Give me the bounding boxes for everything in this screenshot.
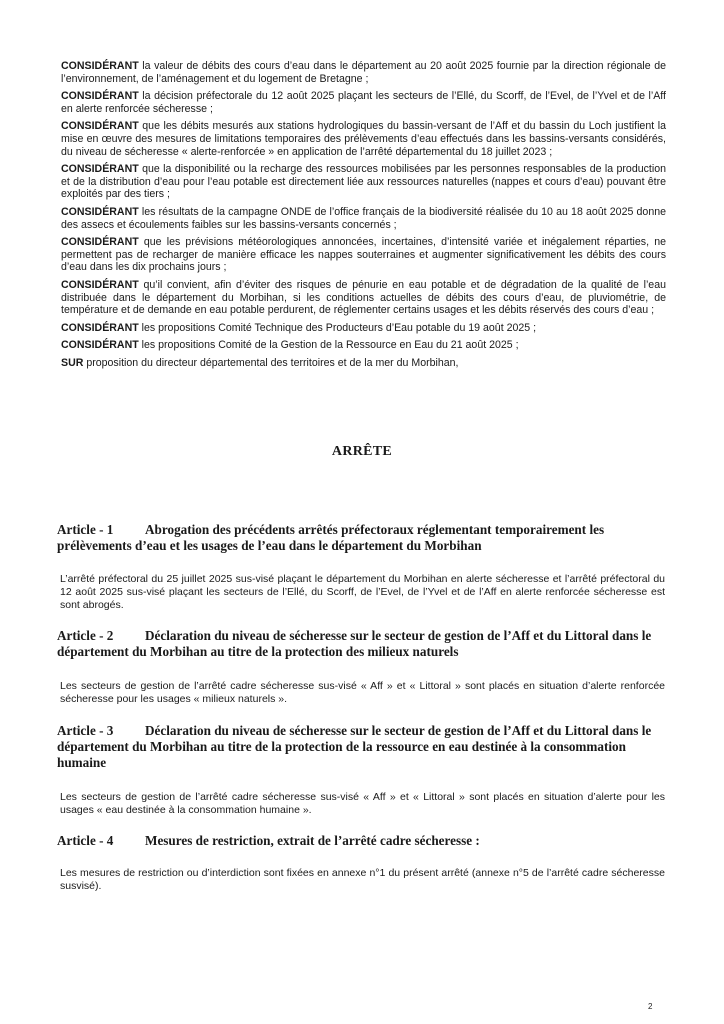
considerant-paragraph <box>61 120 666 158</box>
considerant-paragraph <box>61 163 666 201</box>
article-title: Déclaration du niveau de sécheresse sur le secteur de gestion de l’Aff et du Littoral dans le département du Morbihan au titre de la protection des milieux naturels <box>57 628 652 659</box>
considerants-section <box>61 60 666 374</box>
considerant-text: les propositions Comité Technique des Producteurs d’Eau potable du 19 août 2025 ; <box>138 321 537 334</box>
considerant-keyword: CONSIDÉRANT <box>61 120 139 133</box>
article-body: Les secteurs de gestion de l’arrêté cadre sécheresse sus-visé « Aff » et « Littoral » sont placés en situation d’alerte renforcée sécheresse pour les usages « milieux naturels ». <box>60 680 665 705</box>
considerant-keyword: CONSIDÉRANT <box>61 163 139 176</box>
considerant-text: la valeur de débits des cours d’eau dans le département au 20 août 2025 fournie par la direction régionale de l’environnement, de l’aménagement et du logement de Bretagne ; <box>61 60 666 85</box>
article-1 <box>57 522 665 611</box>
sur-keyword: SUR <box>61 356 84 369</box>
considerant-paragraph <box>61 60 666 85</box>
sur-proposition-text: proposition du directeur départemental des territoires et de la mer du Morbihan, <box>83 356 459 369</box>
considerant-text: que les prévisions météorologiques annoncées, incertaines, d’intensité variée et inégalement réparties, ne permettent pas de recharger de manière efficace les nappes souterraines et augmenter significativement les débits des cours d’eau dans les dix prochains jours ; <box>61 236 666 274</box>
considerant-text: les résultats de la campagne ONDE de l’office français de la biodiversité réalisée du 10 au 18 août 2025 donne des assecs et écoulements faibles sur les bassins-versants concernés ; <box>61 205 666 231</box>
article-3 <box>57 723 665 817</box>
sur-proposition-paragraph <box>61 357 666 370</box>
considerant-keyword: CONSIDÉRANT <box>61 60 139 72</box>
considerant-paragraph <box>61 322 666 335</box>
considerant-paragraph <box>61 339 666 352</box>
article-number: Article - 4 <box>57 833 114 848</box>
considerant-paragraph <box>61 279 666 317</box>
article-title: Déclaration du niveau de sécheresse sur le secteur de gestion de l’Aff et du Littoral dans le département du Morbihan au titre de la protection de la ressource en eau destinée à la consommation humaine <box>57 723 652 770</box>
article-heading <box>57 522 665 554</box>
article-number: Article - 2 <box>57 628 114 643</box>
article-2 <box>57 628 665 706</box>
considerant-text: les propositions Comité de la Gestion de la Ressource en Eau du 21 août 2025 ; <box>138 339 519 352</box>
page-number: 2 <box>648 1002 653 1011</box>
article-body: L’arrêté préfectoral du 25 juillet 2025 sus-visé plaçant le département du Morbihan en alerte sécheresse et l’arrêté préfectoral du 12 août 2025 sus-visé plaçant les secteurs de l’Ellé, du Scorff, de l’Evel, de l’Yvel et de l’Aff en alerte renforcée sécheresse est sont abrogés. <box>60 573 665 611</box>
considerant-text: qu’il convient, afin d’éviter des risques de pénurie en eau potable et de dégradation de la qualité de l’eau distribuée dans le département du Morbihan, si les conditions actuelles de débits des cours d’eau, de pluviométrie, de température et de demande en eau potable perdurent, de réglementer certains usages et les débits réservés des cours d’eau ; <box>61 278 666 317</box>
article-body: Les mesures de restriction ou d’interdiction sont fixées en annexe n°1 du présent arrêté (annexe n°5 de l’arrêté cadre sécheresse susvisé). <box>60 867 665 892</box>
article-number: Article - 3 <box>57 723 114 738</box>
article-heading <box>57 723 665 771</box>
considerant-text: que la disponibilité ou la recharge des ressources mobilisées par les personnes responsables de la production et de la distribution d’eau pour l’eau potable est directement liée aux ressources naturelles (nappes et cours d’eau) pouvant être exploités par des tiers ; <box>61 163 666 201</box>
considerant-keyword: CONSIDÉRANT <box>61 278 139 291</box>
article-number: Article - 1 <box>57 522 114 537</box>
considerant-paragraph <box>61 206 666 231</box>
article-body: Les secteurs de gestion de l’arrêté cadre sécheresse sus-visé « Aff » et « Littoral » sont placés en situation d’alerte pour les usages « eau destinée à la consommation humaine ». <box>60 791 665 816</box>
considerant-keyword: CONSIDÉRANT <box>61 205 139 218</box>
considerant-keyword: CONSIDÉRANT <box>61 339 139 352</box>
considerant-keyword: CONSIDÉRANT <box>61 90 139 103</box>
article-title: Mesures de restriction, extrait de l’arrêté cadre sécheresse : <box>145 833 480 848</box>
considerant-text: que les débits mesurés aux stations hydrologiques du bassin-versant de l’Aff et du bassin du Loch justifient la mise en œuvre des mesures de limitations temporaires des prélèvements d’eau effectués dans les bassins-versants considérés, du niveau de sécheresse « alerte-renforcée » en application de l’arrêté départemental du 18 juillet 2023 ; <box>61 120 666 158</box>
article-title: Abrogation des précédents arrêtés préfectoraux réglementant temporairement les prélèvements d’eau et les usages de l’eau dans le département du Morbihan <box>57 522 605 553</box>
considerant-paragraph <box>61 90 666 115</box>
article-heading <box>57 833 665 849</box>
arrete-heading: ARRÊTE <box>331 444 393 459</box>
article-heading <box>57 628 665 660</box>
considerant-keyword: CONSIDÉRANT <box>61 236 139 249</box>
considerant-paragraph <box>61 236 666 274</box>
considerant-keyword: CONSIDÉRANT <box>61 321 139 334</box>
article-4 <box>57 833 665 893</box>
considerant-text: la décision préfectorale du 12 août 2025 plaçant les secteurs de l’Ellé, du Scorff, de l’Evel, de l’Yvel et de l’Aff en alerte renforcée sécheresse ; <box>61 90 666 115</box>
